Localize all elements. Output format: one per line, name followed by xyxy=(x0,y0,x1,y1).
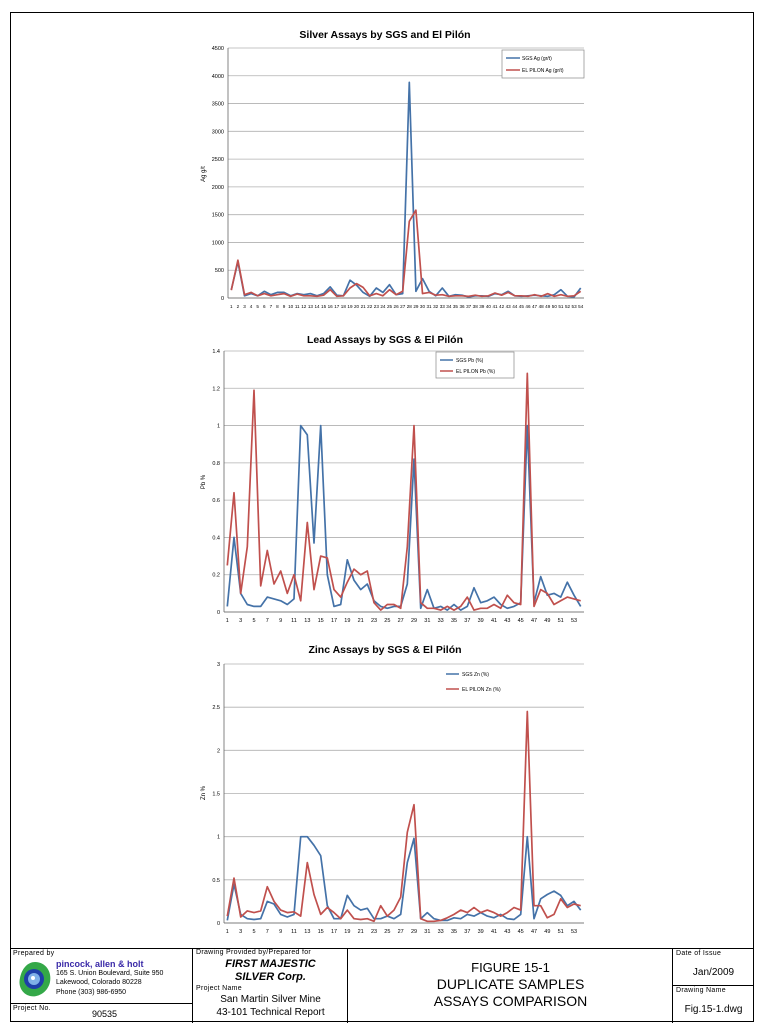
x-tick-label: 49 xyxy=(544,929,551,935)
x-tick-label: 37 xyxy=(466,304,472,309)
x-tick-label: 30 xyxy=(419,304,426,309)
x-tick-label: 52 xyxy=(564,304,571,309)
x-tick-label: 13 xyxy=(304,929,311,935)
x-tick-label: 6 xyxy=(262,304,266,309)
y-tick-label: 1500 xyxy=(211,212,224,219)
x-tick-label: 15 xyxy=(317,618,324,624)
legend-label-sgs: SGS Pb (%) xyxy=(456,358,484,364)
y-axis-label: Pb % xyxy=(201,474,207,490)
x-tick-label: 49 xyxy=(544,618,551,624)
silver-assays-chart xyxy=(0,24,766,320)
x-tick-label: 39 xyxy=(479,304,485,309)
project-name-line-2: 43-101 Technical Report xyxy=(216,1007,325,1018)
x-tick-label: 31 xyxy=(424,929,431,935)
address-line-2: Lakewood, Colorado 80228 xyxy=(56,979,142,986)
x-tick-label: 7 xyxy=(269,304,273,309)
x-tick-label: 19 xyxy=(344,929,351,935)
x-tick-label: 8 xyxy=(276,304,279,309)
x-tick-label: 43 xyxy=(505,304,511,309)
x-tick-label: 9 xyxy=(282,304,286,309)
x-tick-label: 37 xyxy=(464,929,471,935)
x-tick-label: 21 xyxy=(357,618,364,624)
x-tick-label: 45 xyxy=(517,929,524,935)
x-tick-label: 25 xyxy=(384,929,391,935)
x-tick-label: 51 xyxy=(558,304,564,309)
chart-title: Zinc Assays by SGS & El Pilón xyxy=(308,644,462,656)
x-tick-label: 35 xyxy=(452,304,459,309)
x-tick-label: 16 xyxy=(327,304,333,309)
date-label: Date of Issue xyxy=(676,950,722,957)
legend-label-sgs: SGS Zn (%) xyxy=(462,672,489,678)
x-tick-label: 19 xyxy=(347,304,353,309)
x-tick-label: 29 xyxy=(410,929,418,935)
y-tick-label: 1 xyxy=(216,423,220,430)
x-tick-label: 43 xyxy=(504,618,511,624)
x-tick-label: 49 xyxy=(545,304,551,309)
prepared-by-label: Prepared by xyxy=(13,950,55,957)
x-tick-label: 1 xyxy=(225,618,229,624)
x-tick-label: 33 xyxy=(437,618,444,624)
x-tick-label: 5 xyxy=(252,618,256,624)
legend-label-el-pilon: EL PILON Zn (%) xyxy=(462,687,501,693)
y-tick-label: 2000 xyxy=(211,184,224,191)
y-tick-label: 4000 xyxy=(211,73,224,80)
legend-label-sgs: SGS Ag (gr/t) xyxy=(522,56,552,62)
x-tick-label: 28 xyxy=(406,304,412,309)
x-tick-label: 27 xyxy=(397,618,404,624)
x-tick-label: 53 xyxy=(570,929,578,935)
client-cell xyxy=(193,949,348,1023)
x-tick-label: 3 xyxy=(239,618,243,624)
x-tick-label: 45 xyxy=(517,618,524,624)
x-tick-label: 38 xyxy=(472,304,478,309)
x-tick-label: 4 xyxy=(249,304,253,309)
x-tick-label: 46 xyxy=(525,304,531,309)
x-tick-label: 26 xyxy=(393,304,399,309)
title-block xyxy=(10,948,754,1023)
x-tick-label: 15 xyxy=(317,929,324,935)
y-tick-label: 3 xyxy=(216,662,220,668)
chart-title: Silver Assays by SGS and El Pilón xyxy=(299,29,471,41)
x-tick-label: 47 xyxy=(530,929,538,935)
zinc-assays-chart xyxy=(0,641,766,941)
x-tick-label: 25 xyxy=(384,618,391,624)
drawing-provided-label: Drawing Provided by/Prepared for xyxy=(196,949,312,956)
y-tick-label: 500 xyxy=(214,268,224,275)
series-line-sgs xyxy=(227,837,580,921)
y-tick-label: 0.5 xyxy=(212,877,220,884)
legend xyxy=(502,50,584,78)
x-tick-label: 29 xyxy=(413,304,419,309)
x-tick-label: 37 xyxy=(464,618,471,624)
drawing-name: Fig.15-1.dwg xyxy=(684,1004,743,1015)
x-tick-label: 18 xyxy=(340,304,346,309)
x-tick-label: 23 xyxy=(373,304,379,309)
phone: Phone (303) 986-6950 xyxy=(56,989,127,996)
lead-assays-chart xyxy=(0,330,766,630)
x-tick-label: 34 xyxy=(446,304,452,309)
y-axis-label: Ag g/t xyxy=(201,166,207,182)
x-tick-label: 53 xyxy=(570,618,578,624)
x-tick-label: 17 xyxy=(330,618,338,624)
x-tick-label: 53 xyxy=(571,304,577,309)
company-name: pincock, allen & holt xyxy=(56,959,144,969)
client-line-1: FIRST MAJESTIC xyxy=(225,958,316,970)
y-tick-label: 0 xyxy=(216,610,220,616)
prepared-by-cell xyxy=(10,949,193,1004)
x-tick-label: 47 xyxy=(530,618,538,624)
y-tick-label: 0 xyxy=(216,921,220,927)
x-tick-label: 13 xyxy=(307,304,313,309)
x-tick-label: 33 xyxy=(437,929,444,935)
x-tick-label: 11 xyxy=(291,929,297,935)
y-tick-label: 0.8 xyxy=(212,460,220,467)
x-tick-label: 11 xyxy=(294,304,300,309)
company-logo xyxy=(16,960,54,1000)
x-tick-label: 23 xyxy=(370,929,378,935)
x-tick-label: 39 xyxy=(477,929,484,935)
x-tick-label: 1 xyxy=(230,304,233,309)
x-tick-label: 41 xyxy=(490,929,498,935)
client-line-2: SILVER Corp. xyxy=(235,971,306,983)
x-tick-label: 9 xyxy=(279,929,283,935)
x-tick-label: 40 xyxy=(485,304,491,309)
figure-title-line-1: DUPLICATE SAMPLES xyxy=(436,976,585,992)
project-no-label: Project No. xyxy=(13,1005,51,1012)
x-tick-label: 2 xyxy=(236,304,240,309)
date: Jan/2009 xyxy=(692,967,735,978)
x-tick-label: 17 xyxy=(330,929,338,935)
x-tick-label: 41 xyxy=(492,304,498,309)
x-tick-label: 36 xyxy=(459,304,465,309)
project-no: 90535 xyxy=(92,1009,118,1019)
x-tick-label: 27 xyxy=(400,304,406,309)
y-tick-label: 3500 xyxy=(211,101,224,108)
x-tick-label: 31 xyxy=(426,304,432,309)
x-tick-label: 22 xyxy=(367,304,373,309)
date-cell xyxy=(673,949,754,986)
y-tick-label: 0.4 xyxy=(212,535,220,542)
x-tick-label: 23 xyxy=(370,618,378,624)
y-tick-label: 1 xyxy=(216,834,220,841)
x-tick-label: 17 xyxy=(334,304,340,309)
y-tick-label: 1.5 xyxy=(212,791,220,798)
x-tick-label: 54 xyxy=(578,304,584,309)
x-tick-label: 47 xyxy=(531,304,538,309)
x-tick-label: 19 xyxy=(344,618,351,624)
x-tick-label: 3 xyxy=(243,304,246,309)
x-tick-label: 27 xyxy=(397,929,404,935)
x-tick-label: 9 xyxy=(279,618,283,624)
x-tick-label: 50 xyxy=(551,304,557,309)
x-tick-label: 10 xyxy=(288,304,294,309)
y-tick-label: 4500 xyxy=(211,46,224,52)
x-tick-label: 12 xyxy=(301,304,307,309)
x-tick-label: 25 xyxy=(386,304,393,309)
y-tick-label: 2500 xyxy=(211,157,224,164)
x-tick-label: 21 xyxy=(360,304,366,309)
x-tick-label: 20 xyxy=(353,304,360,309)
x-tick-label: 45 xyxy=(518,304,524,309)
x-tick-label: 39 xyxy=(477,618,484,624)
x-tick-label: 29 xyxy=(410,618,418,624)
x-tick-label: 35 xyxy=(450,618,458,624)
y-tick-label: 1.4 xyxy=(212,349,220,355)
legend xyxy=(436,352,514,378)
figure-title-line-2: ASSAYS COMPARISON xyxy=(433,993,588,1009)
y-tick-label: 0.6 xyxy=(212,498,220,505)
y-axis-label: Zn % xyxy=(201,785,207,801)
x-tick-label: 1 xyxy=(225,929,229,935)
y-tick-label: 1.2 xyxy=(212,386,220,393)
x-tick-label: 32 xyxy=(433,304,439,309)
x-tick-label: 51 xyxy=(557,929,564,935)
legend xyxy=(446,672,501,693)
x-tick-label: 11 xyxy=(291,618,297,624)
address-line-1: 165 S. Union Boulevard, Suite 950 xyxy=(56,970,164,977)
drawing-name-cell xyxy=(673,986,754,1023)
x-tick-label: 44 xyxy=(512,304,518,309)
x-tick-label: 51 xyxy=(557,618,564,624)
x-tick-label: 14 xyxy=(314,304,320,309)
x-tick-label: 24 xyxy=(380,304,386,309)
project-no-cell xyxy=(10,1004,193,1023)
x-tick-label: 42 xyxy=(499,304,505,309)
x-tick-label: 35 xyxy=(450,929,458,935)
legend-label-el-pilon: EL PILON Pb (%) xyxy=(456,369,495,375)
x-tick-label: 7 xyxy=(265,618,269,624)
x-tick-label: 31 xyxy=(424,618,431,624)
x-tick-label: 7 xyxy=(265,929,269,935)
drawing-name-label: Drawing Name xyxy=(676,987,726,994)
y-tick-label: 1000 xyxy=(211,240,224,247)
y-tick-label: 0.2 xyxy=(212,572,220,579)
project-name-label: Project Name xyxy=(196,985,243,992)
x-tick-label: 5 xyxy=(256,304,259,309)
series-line-el-pilon xyxy=(231,210,580,296)
x-tick-label: 5 xyxy=(252,929,256,935)
x-tick-label: 41 xyxy=(490,618,498,624)
y-tick-label: 3000 xyxy=(211,129,224,136)
x-tick-label: 48 xyxy=(538,304,544,309)
y-tick-label: 0 xyxy=(220,296,224,302)
x-tick-label: 33 xyxy=(439,304,445,309)
legend-label-el-pilon: EL PILON Ag (gr/t) xyxy=(522,68,564,74)
figure-cell xyxy=(348,949,673,1023)
y-tick-label: 2 xyxy=(216,748,220,755)
chart-title: Lead Assays by SGS & El Pilón xyxy=(307,334,463,346)
x-tick-label: 15 xyxy=(321,304,327,309)
y-tick-label: 2.5 xyxy=(212,705,220,712)
x-tick-label: 3 xyxy=(239,929,243,935)
x-tick-label: 13 xyxy=(304,618,311,624)
x-tick-label: 21 xyxy=(357,929,364,935)
x-tick-label: 43 xyxy=(504,929,511,935)
project-name-line-1: San Martin Silver Mine xyxy=(220,994,321,1005)
figure-number: FIGURE 15-1 xyxy=(471,960,550,975)
